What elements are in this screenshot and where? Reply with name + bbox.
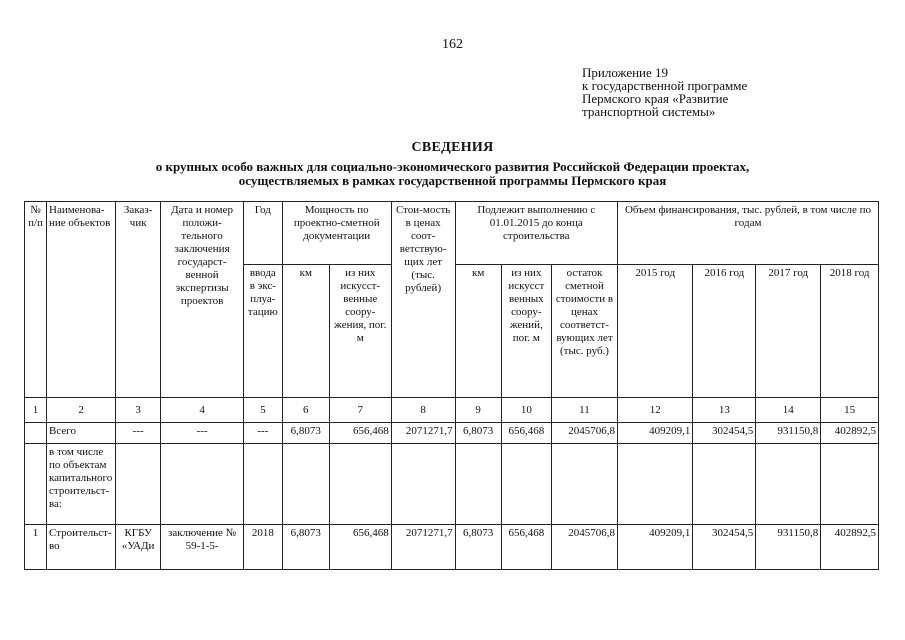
table-cell bbox=[116, 444, 161, 525]
table-cell: 1 bbox=[25, 525, 47, 570]
table-cell bbox=[282, 444, 329, 525]
table-cell: 2045706,8 bbox=[551, 525, 617, 570]
table-cell: 409209,1 bbox=[617, 423, 692, 444]
table-cell bbox=[25, 444, 47, 525]
header-funding: Объем финансирования, тыс. рублей, в том числе по годам bbox=[617, 202, 878, 265]
table-cell bbox=[693, 444, 756, 525]
column-number: 12 bbox=[617, 398, 692, 423]
header-year-commission: ввода в экс-плуа-тацию bbox=[243, 265, 282, 398]
table-cell: 2071271,7 bbox=[391, 423, 455, 444]
table-cell bbox=[617, 444, 692, 525]
subtitle-line: о крупных особо важных для социально-экономического развития Российской Федерации проектах, bbox=[155, 159, 750, 174]
table-row-total bbox=[25, 423, 879, 444]
table-cell: Строительст-во bbox=[47, 525, 116, 570]
table-cell: 6,8073 bbox=[282, 525, 329, 570]
table-cell: 2018 bbox=[243, 525, 282, 570]
header-year: Год bbox=[243, 202, 282, 265]
table-cell: КГБУ «УАДи bbox=[116, 525, 161, 570]
subtitle-line: осуществляемых в рамках государственной программы Пермского края bbox=[238, 173, 667, 188]
header-remaining-km: км bbox=[455, 265, 501, 398]
table-cell: 402892,5 bbox=[821, 423, 879, 444]
column-number: 11 bbox=[551, 398, 617, 423]
header-2018: 2018 год bbox=[821, 265, 879, 398]
header-number: № п/п bbox=[25, 202, 47, 398]
header-expertise-date: Дата и номер положи-тельного заключения государст-венной экспертизы проектов bbox=[161, 202, 244, 398]
header-remaining-balance: остаток сметной стоимости в ценах соответст-вующих лет (тыс. руб.) bbox=[551, 265, 617, 398]
table-cell: 656,468 bbox=[329, 423, 391, 444]
table-cell bbox=[329, 444, 391, 525]
column-number: 3 bbox=[116, 398, 161, 423]
header-capacity-km: км bbox=[282, 265, 329, 398]
header-remaining: Подлежит выполнению с 01.01.2015 до конца строительства bbox=[455, 202, 617, 265]
document-title: СВЕДЕНИЯ bbox=[411, 140, 494, 155]
column-number: 8 bbox=[391, 398, 455, 423]
appendix-line: Приложение 19 bbox=[582, 65, 669, 80]
table-cell: 656,468 bbox=[501, 525, 551, 570]
column-number: 4 bbox=[161, 398, 244, 423]
table-cell: 656,468 bbox=[329, 525, 391, 570]
header-row bbox=[25, 202, 879, 265]
page-number: 162 bbox=[442, 37, 463, 52]
table-cell: --- bbox=[161, 423, 244, 444]
table-cell bbox=[821, 444, 879, 525]
table-cell: Всего bbox=[47, 423, 116, 444]
header-cost: Стои-мость в ценах соот-ветствую-щих лет (тыс. рублей) bbox=[391, 202, 455, 398]
column-number: 1 bbox=[25, 398, 47, 423]
table-cell: 931150,8 bbox=[756, 525, 821, 570]
table-cell: 302454,5 bbox=[693, 423, 756, 444]
table-row-including bbox=[25, 444, 879, 525]
header-capacity: Мощность по проектно-сметной документации bbox=[282, 202, 391, 265]
table-cell: 931150,8 bbox=[756, 423, 821, 444]
column-number-row bbox=[25, 398, 879, 423]
header-capacity-structures: из них искусст-венные соору-жения, пог. м bbox=[329, 265, 391, 398]
table-cell bbox=[455, 444, 501, 525]
table-cell: в том числе по объектам капитального строительст-ва: bbox=[47, 444, 116, 525]
appendix-line: к государственной программе bbox=[582, 78, 748, 93]
appendix-line: транспортной системы» bbox=[582, 104, 716, 119]
table-cell bbox=[161, 444, 244, 525]
column-number: 6 bbox=[282, 398, 329, 423]
table-cell bbox=[391, 444, 455, 525]
column-number: 5 bbox=[243, 398, 282, 423]
table-cell bbox=[243, 444, 282, 525]
header-2016: 2016 год bbox=[693, 265, 756, 398]
header-remaining-structures: из них искусст венных соору-жений, пог. м bbox=[501, 265, 551, 398]
header-2017: 2017 год bbox=[756, 265, 821, 398]
table-cell: --- bbox=[116, 423, 161, 444]
appendix-line: Пермского края «Развитие bbox=[582, 91, 729, 106]
table-cell: 302454,5 bbox=[693, 525, 756, 570]
table-cell: 2071271,7 bbox=[391, 525, 455, 570]
table-cell: 2045706,8 bbox=[551, 423, 617, 444]
projects-table bbox=[24, 201, 879, 570]
table-cell: 656,468 bbox=[501, 423, 551, 444]
table-cell: 6,8073 bbox=[455, 525, 501, 570]
column-number: 2 bbox=[47, 398, 116, 423]
table-cell: 6,8073 bbox=[282, 423, 329, 444]
column-number: 14 bbox=[756, 398, 821, 423]
column-number: 10 bbox=[501, 398, 551, 423]
column-number: 7 bbox=[329, 398, 391, 423]
column-number: 9 bbox=[455, 398, 501, 423]
table-cell: 409209,1 bbox=[617, 525, 692, 570]
table-cell: заключение № 59-1-5- bbox=[161, 525, 244, 570]
table-cell bbox=[501, 444, 551, 525]
table-row bbox=[25, 525, 879, 570]
header-object-name: Наименова-ние объектов bbox=[47, 202, 116, 398]
table-cell bbox=[25, 423, 47, 444]
header-customer: Заказ-чик bbox=[116, 202, 161, 398]
column-number: 13 bbox=[693, 398, 756, 423]
header-2015: 2015 год bbox=[617, 265, 692, 398]
table-cell: --- bbox=[243, 423, 282, 444]
document-subtitle bbox=[0, 160, 905, 188]
column-number: 15 bbox=[821, 398, 879, 423]
table-cell: 402892,5 bbox=[821, 525, 879, 570]
appendix-note bbox=[582, 66, 747, 118]
table-cell bbox=[551, 444, 617, 525]
table-cell bbox=[756, 444, 821, 525]
table-cell: 6,8073 bbox=[455, 423, 501, 444]
